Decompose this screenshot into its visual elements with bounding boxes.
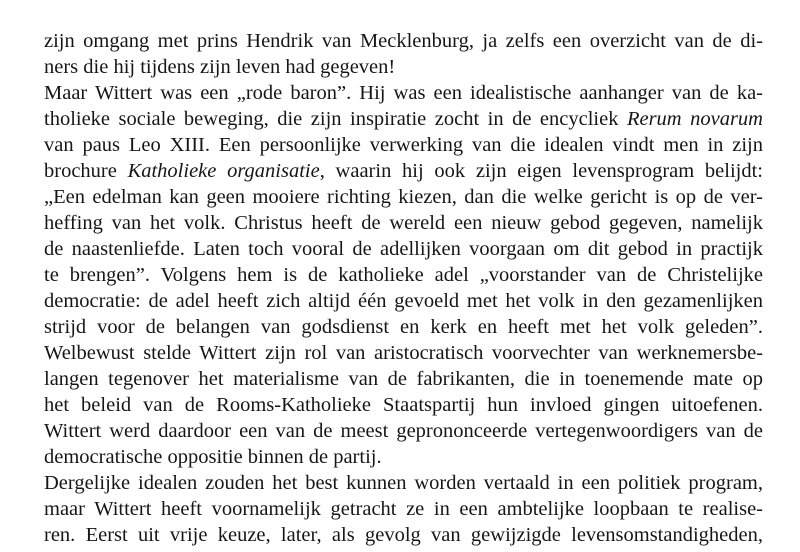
text-line: [44, 522, 763, 548]
text-line: [44, 314, 763, 340]
text-line: [44, 210, 763, 236]
text-line: [44, 54, 763, 80]
line-text: Welbewust stelde Wittert zijn rol van aristocratisch voorvechter van werknemersbe-: [44, 342, 763, 364]
line-text: te brengen”. Volgens hem is de katholieke adel „voorstander van de Christelijke: [44, 264, 763, 286]
line-text: van paus Leo XIII. Een persoonlijke verwerking van die idealen vindt men in zijn: [44, 134, 763, 156]
line-text: tholieke sociale beweging, die zijn inspiratie zocht in de encycliek: [44, 108, 627, 130]
line-text: zijn omgang met prins Hendrik van Mecklenburg, ja zelfs een overzicht van de di-: [44, 30, 763, 52]
text-line: [44, 236, 763, 262]
paragraph-1: [44, 28, 763, 80]
line-text: ners die hij tijdens zijn leven had gegeven!: [44, 56, 396, 78]
text-line: [44, 158, 763, 184]
text-line: [44, 418, 763, 444]
text-line: [44, 444, 763, 470]
line-text: langen tegenover het materialisme van de fabrikanten, die in toenemende mate op: [44, 368, 763, 390]
text-line: [44, 80, 763, 106]
text-line: [44, 340, 763, 366]
line-text: Wittert werd daardoor een van de meest geprononceerde vertegenwoordigers van de: [44, 420, 763, 442]
paragraph-3: [44, 470, 763, 548]
line-text: het beleid van de Rooms-Katholieke Staatspartij hun invloed gingen uitoefenen.: [44, 394, 763, 416]
line-text: democratische oppositie binnen de partij.: [44, 446, 382, 468]
line-text: brochure: [44, 160, 128, 182]
line-text: ren. Eerst uit vrije keuze, later, als gevolg van gewijzigde levensomstandigheden,: [44, 524, 763, 546]
italic-title-rerum-novarum: Rerum novarum: [626, 108, 763, 130]
text-line: [44, 470, 763, 496]
text-line: [44, 496, 763, 522]
line-text: de naastenliefde. Laten toch vooral de adellijken voorgaan om dit gebod in practijk: [44, 238, 763, 260]
line-text: , waarin hij ook zijn eigen levensprogram belijdt:: [319, 160, 763, 182]
line-text: democratie: de adel heeft zich altijd één gevoeld met het volk in den gezamenlijken: [44, 290, 763, 312]
text-line: [44, 262, 763, 288]
line-text: maar Wittert heeft voornamelijk getracht ze in een ambtelijke loopbaan te realise-: [44, 498, 763, 520]
text-line: [44, 184, 763, 210]
line-text: Dergelijke idealen zouden het best kunnen worden vertaald in een politiek program,: [44, 472, 763, 494]
line-text: Maar Wittert was een „rode baron”. Hij was een idealistische aanhanger van de ka-: [44, 82, 763, 104]
line-text: heffing van het volk. Christus heeft de wereld een nieuw gebod gegeven, namelijk: [44, 212, 763, 234]
text-line: [44, 392, 763, 418]
body-text: [44, 28, 763, 548]
text-line: [44, 288, 763, 314]
line-text: strijd voor de belangen van godsdienst en kerk en heeft met het volk geleden”.: [44, 316, 763, 338]
text-line: [44, 106, 763, 132]
italic-title-katholieke-organisatie: Katholieke organisatie: [127, 160, 320, 182]
text-line: [44, 132, 763, 158]
line-text: „Een edelman kan geen mooiere richting kiezen, dan die welke gericht is op de ver-: [44, 186, 763, 208]
paragraph-2: [44, 80, 763, 470]
text-line: [44, 366, 763, 392]
text-line: [44, 28, 763, 54]
